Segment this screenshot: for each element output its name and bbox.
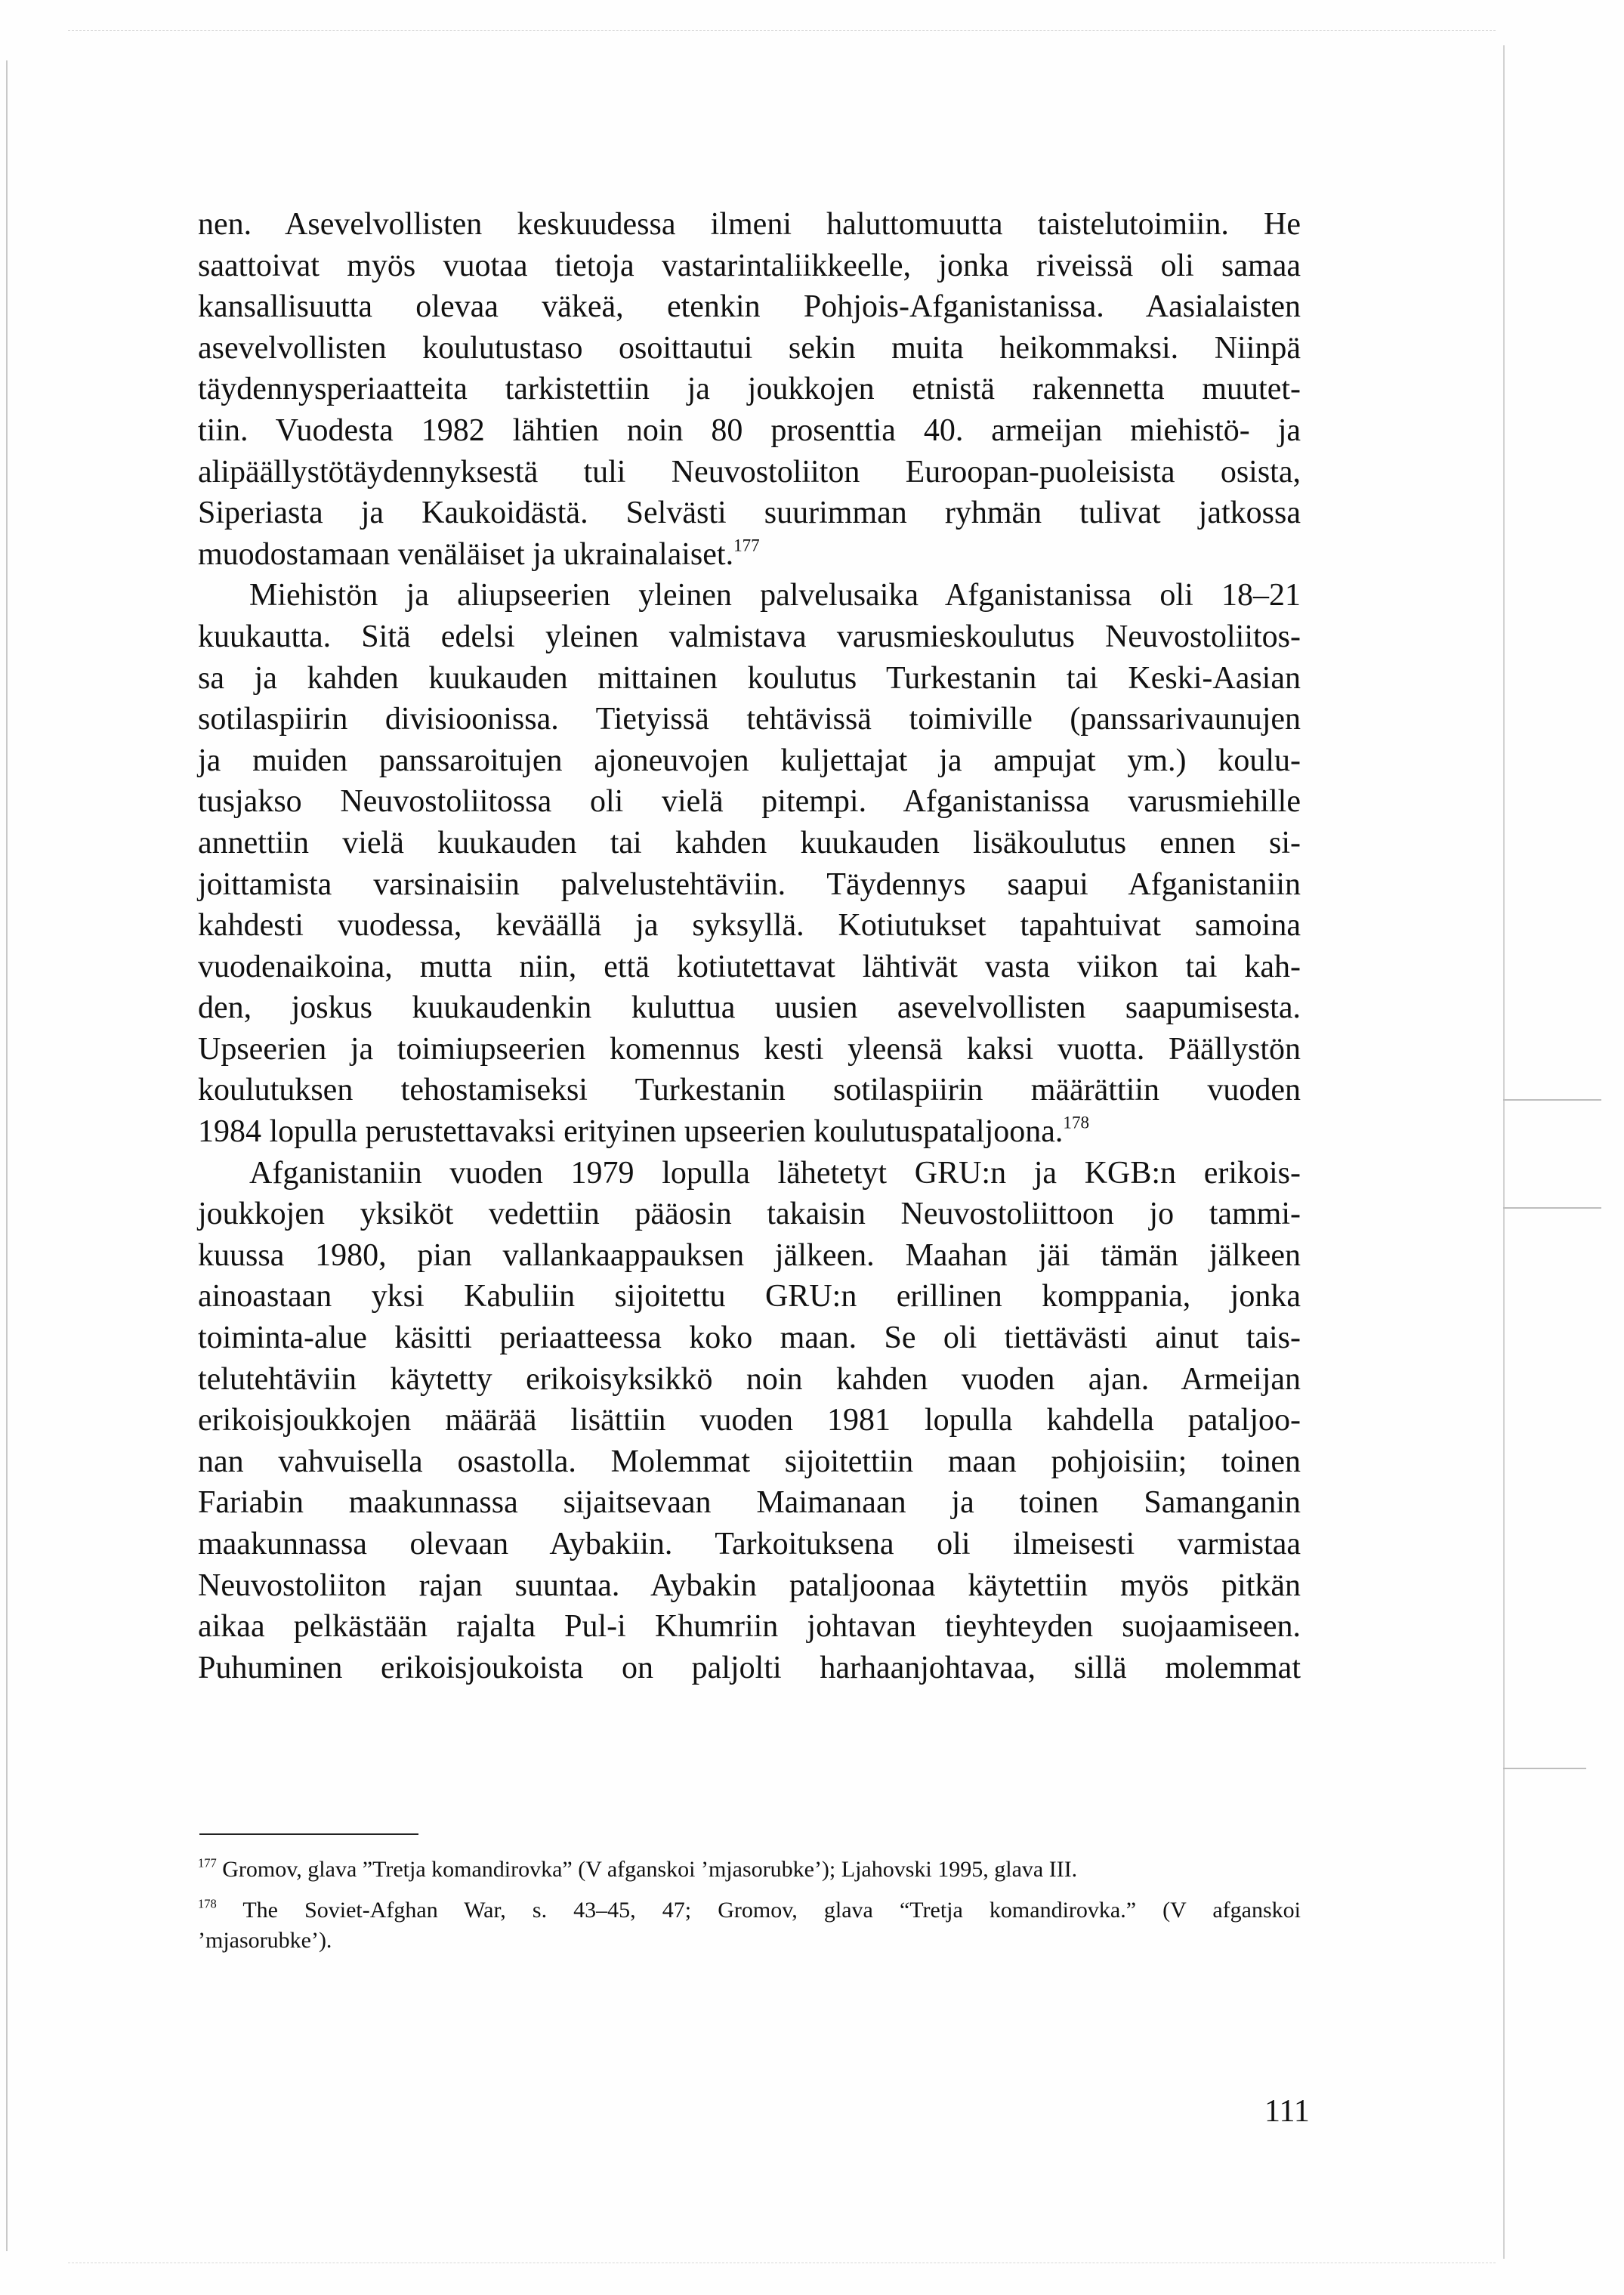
text-line-content: 1984 lopulla perustettavaksi erityinen upseerien koulutuspataljoona. (198, 1114, 1064, 1150)
text-line: Afganistaniin vuoden 1979 lopulla lähetetyt GRU:n ja KGB:n erikois- (249, 1155, 1301, 1191)
text-line: nan vahvuisella osastolla. Molemmat sijoitettiin maan pohjoisiin; toinen (198, 1444, 1301, 1479)
footnote-178 (198, 1895, 1301, 1956)
text-line: maakunnassa olevaan Aybakiin. Tarkoituksena oli ilmeisesti varmistaa (198, 1527, 1301, 1561)
text-line: ja muiden panssaroitujen ajoneuvojen kuljettajat ja ampujat ym.) koulu- (198, 743, 1301, 778)
text-line: sa ja kahden kuukauden mittainen koulutus Turkestanin tai Keski-Aasian (198, 660, 1301, 696)
scan-edge-bottom (68, 2263, 1496, 2264)
text-line: tusjakso Neuvostoliitossa oli vielä pitempi. Afganistanissa varusmiehille (198, 784, 1301, 820)
text-line: Miehistön ja aliupseerien yleinen palvelusaika Afganistanissa oli 18–21 (249, 578, 1301, 613)
scan-mark (1503, 1099, 1601, 1101)
text-line: Upseerien ja toimiupseerien komennus kesti yleensä kaksi vuotta. Päällystön (198, 1031, 1301, 1067)
footnote-177 (198, 1855, 1301, 1885)
text-line (198, 1111, 1301, 1153)
text-line: aikaa pelkästään rajalta Pul-i Khumriin johtavan tieyhteyden suojaamiseen. (198, 1609, 1301, 1645)
footnote-number: 177 (198, 1855, 217, 1870)
footnote-text: Gromov, glava ”Tretja komandirovka” (V afganskoi ’mjasorubke’); Ljahovski 1995, glava III. (222, 1857, 1078, 1882)
footnotes (198, 1855, 1301, 1966)
text-line: tiin. Vuodesta 1982 lähtien noin 80 prosenttia 40. armeijan miehistö- ja (198, 412, 1301, 448)
scan-edge-left (6, 60, 8, 2251)
text-line: kahdesti vuodessa, keväällä ja syksyllä. Kotiutukset tapahtuivat samoina (198, 908, 1301, 944)
text-line: den, joskus kuukaudenkin kuluttua uusien asevelvollisten saapumisesta. (198, 990, 1301, 1026)
text-line: koulutuksen tehostamiseksi Turkestanin sotilaspiirin määrättiin vuoden (198, 1073, 1301, 1108)
text-line: nen. Asevelvollisten keskuudessa ilmeni haluttomuutta taistelutoimiin. He (198, 207, 1301, 242)
text-line-content: muodostamaan venäläiset ja ukrainalaiset. (198, 536, 734, 572)
footnote-ref[interactable]: 178 (1063, 1112, 1090, 1132)
footnote-text: The Soviet-Afghan War, s. 43–45, 47; Gromov, glava “Tretja komandirovka.” (V afganskoi (242, 1898, 1301, 1923)
paragraph (198, 1153, 1301, 1689)
footnote-line (198, 1855, 1301, 1885)
text-line: Fariabin maakunnassa sijaitsevaan Maimanaan ja toinen Samanganin (198, 1485, 1301, 1521)
text-line: täydennysperiaatteita tarkistettiin ja joukkojen etnistä rakennetta muutet- (198, 372, 1301, 407)
text-line: Siperiasta ja Kaukoidästä. Selvästi suurimman ryhmän tulivat jatkossa (198, 496, 1301, 531)
text-line: erikoisjoukkojen määrää lisättiin vuoden 1981 lopulla kahdella pataljoo- (198, 1403, 1301, 1438)
body-text (198, 204, 1301, 1688)
text-line: sotilaspiirin divisioonissa. Tietyissä tehtävissä toimiville (panssarivaunujen (198, 702, 1301, 737)
scan-edge-right (1503, 45, 1505, 2259)
paragraph (198, 575, 1301, 1152)
text-line: Puhuminen erikoisjoukoista on paljolti harhaanjohtavaa, sillä molemmat (198, 1650, 1301, 1685)
footnote-line: ’mjasorubke’). (198, 1928, 332, 1953)
paragraph (198, 204, 1301, 575)
text-line: annettiin vielä kuukauden tai kahden kuukauden lisäkoulutus ennen si- (198, 825, 1301, 860)
page-number: 111 (1264, 2094, 1310, 2129)
text-line: joittamista varsinaisiin palvelustehtäviin. Täydennys saapui Afganistaniin (198, 866, 1301, 902)
text-line: kansallisuutta olevaa väkeä, etenkin Pohjois-Afganistanissa. Aasialaisten (198, 289, 1301, 325)
footnote-ref[interactable]: 177 (733, 535, 760, 555)
footnote-separator (199, 1833, 418, 1835)
text-line: vuodenaikoina, mutta niin, että kotiutettavat lähtivät vasta viikon tai kah- (198, 949, 1301, 984)
text-line: kuukautta. Sitä edelsi yleinen valmistava varusmieskoulutus Neuvostoliitos- (198, 619, 1301, 654)
footnote-line (198, 1895, 1301, 1926)
scan-mark (1503, 1768, 1586, 1769)
text-line: asevelvollisten koulutustaso osoittautui sekin muita heikommaksi. Niinpä (198, 330, 1301, 366)
text-line: joukkojen yksiköt vedettiin pääosin takaisin Neuvostoliittoon jo tammi- (198, 1197, 1301, 1232)
text-line: Neuvostoliiton rajan suuntaa. Aybakin pataljoonaa käytettiin myös pitkän (198, 1568, 1301, 1603)
text-line: telutehtäviin käytetty erikoisyksikkö noin kahden vuoden ajan. Armeijan (198, 1361, 1301, 1397)
text-line: ainoastaan yksi Kabuliin sijoitettu GRU:n erillinen komppania, jonka (198, 1279, 1301, 1314)
text-line: saattoivat myös vuotaa tietoja vastarintaliikkeelle, jonka riveissä oli samaa (198, 248, 1301, 283)
text-line: toiminta-alue käsitti periaatteessa koko maan. Se oli tiettävästi ainut tais- (198, 1320, 1301, 1356)
scan-mark (1503, 1207, 1601, 1209)
scan-edge-top (68, 30, 1496, 32)
text-line: alipäällystötäydennyksestä tuli Neuvostoliiton Euroopan-puoleisista osista, (198, 454, 1301, 490)
text-line: kuussa 1980, pian vallankaappauksen jälkeen. Maahan jäi tämän jälkeen (198, 1237, 1301, 1273)
text-line (198, 534, 1301, 576)
footnote-number: 178 (198, 1896, 217, 1911)
